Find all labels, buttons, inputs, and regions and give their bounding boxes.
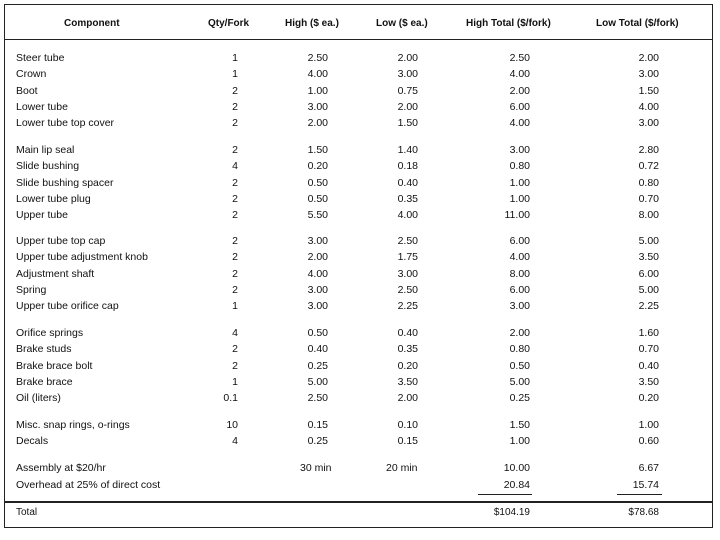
low-cell: 1.75: [397, 251, 418, 264]
high-cell: 0.15: [307, 419, 328, 431]
qty-cell: 2: [232, 267, 238, 280]
component-name: Upper tube orifice cap: [16, 300, 119, 313]
assembly-row: [0, 460, 720, 476]
high-cell: 1.50: [307, 144, 328, 156]
high-total-cell: 6.00: [509, 100, 530, 113]
low-total-cell: 3.50: [638, 375, 659, 388]
qty-cell: 2: [232, 84, 238, 97]
qty-cell: 4: [232, 327, 238, 339]
low-total-cell: 1.00: [638, 419, 659, 431]
low-cell: 0.75: [397, 84, 418, 97]
overhead-low-total: 15.74: [632, 479, 659, 491]
low-cell: 0.40: [397, 176, 418, 189]
qty-cell: 1: [232, 300, 238, 313]
low-cell: 2.50: [397, 283, 418, 296]
high-cell: 4.00: [307, 68, 328, 81]
overhead-label: Overhead at 25% of direct cost: [16, 479, 161, 491]
assembly-high-total: 10.00: [503, 462, 530, 474]
component-name: Main lip seal: [16, 144, 75, 156]
component-name: Lower tube top cover: [16, 117, 115, 130]
qty-cell: 2: [232, 176, 238, 189]
low-total-cell: 3.00: [638, 117, 659, 130]
low-cell: 1.40: [397, 144, 418, 156]
low-cell: 0.18: [397, 160, 418, 173]
header-low: Low ($ ea.): [376, 18, 428, 29]
component-name: Decals: [16, 435, 49, 448]
component-name: Steer tube: [16, 52, 65, 64]
table-row: [0, 191, 720, 207]
high-cell: 2.50: [307, 52, 328, 64]
table-row: [0, 83, 720, 99]
qty-cell: 2: [232, 117, 238, 130]
qty-cell: 2: [232, 100, 238, 113]
low-total-cell: 2.80: [638, 144, 659, 156]
total-high: $104.19: [493, 507, 530, 518]
high-total-cell: 0.25: [509, 392, 530, 405]
low-cell: 4.00: [397, 209, 418, 222]
high-cell: 0.50: [307, 327, 328, 339]
qty-cell: 10: [226, 419, 238, 431]
component-name: Adjustment shaft: [16, 267, 95, 280]
high-total-cell: 0.80: [509, 160, 530, 173]
low-cell: 3.50: [397, 375, 418, 388]
table-row: [0, 282, 720, 298]
high-total-cell: 2.00: [509, 84, 530, 97]
table-row: [0, 158, 720, 174]
component-name: Lower tube plug: [16, 192, 91, 205]
table-row: [0, 115, 720, 131]
low-cell: 2.50: [397, 235, 418, 247]
overhead-high-total: 20.84: [503, 479, 530, 491]
table-row: [0, 249, 720, 265]
table-row: [0, 266, 720, 282]
high-total-cell: 1.00: [509, 192, 530, 205]
high-total-cell: 5.00: [509, 375, 530, 388]
qty-cell: 2: [232, 192, 238, 205]
low-total-cell: 0.20: [638, 392, 659, 405]
low-cell: 0.35: [397, 192, 418, 205]
low-cell: 2.25: [397, 300, 418, 313]
component-name: Orifice springs: [16, 327, 84, 339]
assembly-low: 20 min: [386, 462, 418, 474]
low-total-cell: 1.50: [638, 84, 659, 97]
high-cell: 0.20: [307, 160, 328, 173]
high-cell: 0.50: [307, 176, 328, 189]
header-qty: Qty/Fork: [208, 18, 250, 29]
qty-cell: 1: [232, 375, 238, 388]
low-total-cell: 0.72: [638, 160, 659, 173]
table-row: [0, 417, 720, 433]
qty-cell: 2: [232, 251, 238, 264]
high-cell: 5.00: [307, 375, 328, 388]
high-total-cell: 6.00: [509, 235, 530, 247]
high-total-cell: 3.00: [509, 300, 530, 313]
high-cell: 0.50: [307, 192, 328, 205]
high-total-cell: 4.00: [509, 117, 530, 130]
component-name: Slide bushing: [16, 160, 80, 173]
low-total-cell: 8.00: [638, 209, 659, 222]
low-total-cell: 5.00: [638, 283, 659, 296]
component-name: Slide bushing spacer: [16, 176, 114, 189]
qty-cell: 2: [232, 359, 238, 372]
high-total-cell: 0.50: [509, 359, 530, 372]
total-row: [0, 505, 720, 521]
table-row: [0, 390, 720, 406]
table-row: [0, 175, 720, 191]
high-cell: 0.40: [307, 343, 328, 356]
low-total-cell: 1.60: [638, 327, 659, 339]
assembly-low-total: 6.67: [638, 462, 659, 474]
component-name: Lower tube: [16, 100, 68, 113]
total-low: $78.68: [628, 507, 659, 518]
high-total-cell: 2.00: [509, 327, 530, 339]
low-cell: 0.40: [397, 327, 418, 339]
high-cell: 3.00: [307, 100, 328, 113]
high-total-cell: 1.00: [509, 435, 530, 448]
table-row: [0, 433, 720, 449]
high-cell: 2.50: [307, 392, 328, 405]
assembly-label: Assembly at $20/hr: [16, 462, 106, 474]
high-total-cell: 0.80: [509, 343, 530, 356]
table-row: [0, 233, 720, 249]
high-total-cell: 8.00: [509, 267, 530, 280]
high-total-cell: 3.00: [509, 144, 530, 156]
table-row: [0, 50, 720, 66]
subtotal-underline-high: [478, 494, 532, 495]
table-row: [0, 325, 720, 341]
table-row: [0, 341, 720, 357]
component-name: Misc. snap rings, o-rings: [16, 419, 130, 431]
low-total-cell: 6.00: [638, 267, 659, 280]
low-total-cell: 0.40: [638, 359, 659, 372]
low-total-cell: 5.00: [638, 235, 659, 247]
low-cell: 1.50: [397, 117, 418, 130]
low-total-cell: 0.70: [638, 192, 659, 205]
header-high: High ($ ea.): [285, 18, 339, 29]
high-total-cell: 1.00: [509, 176, 530, 189]
high-cell: 1.00: [307, 84, 328, 97]
table-row: [0, 99, 720, 115]
high-cell: 5.50: [307, 209, 328, 222]
table-row: [0, 207, 720, 223]
component-name: Upper tube: [16, 209, 68, 222]
header-low-total: Low Total ($/fork): [596, 18, 679, 29]
low-cell: 2.00: [397, 100, 418, 113]
table-row: [0, 374, 720, 390]
low-total-cell: 2.25: [638, 300, 659, 313]
component-name: Upper tube top cap: [16, 235, 106, 247]
high-total-cell: 1.50: [509, 419, 530, 431]
qty-cell: 1: [232, 68, 238, 81]
table-row: [0, 142, 720, 158]
qty-cell: 0.1: [223, 392, 238, 405]
component-name: Brake brace: [16, 375, 73, 388]
high-cell: 3.00: [307, 235, 328, 247]
qty-cell: 2: [232, 209, 238, 222]
high-total-cell: 2.50: [509, 52, 530, 64]
low-cell: 0.20: [397, 359, 418, 372]
table-row: [0, 298, 720, 314]
high-total-cell: 4.00: [509, 68, 530, 81]
assembly-high: 30 min: [300, 462, 332, 474]
component-name: Upper tube adjustment knob: [16, 251, 148, 264]
qty-cell: 2: [232, 144, 238, 156]
low-cell: 3.00: [397, 68, 418, 81]
low-total-cell: 0.60: [638, 435, 659, 448]
overhead-row: [0, 477, 720, 493]
low-cell: 0.10: [397, 419, 418, 431]
high-total-cell: 4.00: [509, 251, 530, 264]
qty-cell: 4: [232, 160, 238, 173]
low-cell: 2.00: [397, 392, 418, 405]
high-cell: 3.00: [307, 300, 328, 313]
high-total-cell: 11.00: [504, 209, 530, 222]
component-name: Spring: [16, 283, 47, 296]
low-total-cell: 0.80: [638, 176, 659, 189]
high-cell: 2.00: [307, 251, 328, 264]
qty-cell: 1: [232, 52, 238, 64]
high-cell: 0.25: [307, 359, 328, 372]
high-cell: 0.25: [307, 435, 328, 448]
component-name: Crown: [16, 68, 47, 81]
qty-cell: 2: [232, 235, 238, 247]
low-total-cell: 3.00: [638, 68, 659, 81]
qty-cell: 2: [232, 283, 238, 296]
high-total-cell: 6.00: [509, 283, 530, 296]
total-label: Total: [16, 507, 38, 518]
qty-cell: 2: [232, 343, 238, 356]
low-total-cell: 4.00: [638, 100, 659, 113]
low-total-cell: 3.50: [638, 251, 659, 264]
low-cell: 0.35: [397, 343, 418, 356]
high-cell: 4.00: [307, 267, 328, 280]
low-total-cell: 0.70: [638, 343, 659, 356]
qty-cell: 4: [232, 435, 238, 448]
high-cell: 2.00: [307, 117, 328, 130]
low-cell: 2.00: [397, 52, 418, 64]
header-high-total: High Total ($/fork): [466, 18, 551, 29]
header-component: Component: [64, 18, 120, 29]
low-cell: 3.00: [397, 267, 418, 280]
subtotal-underline-low: [617, 494, 662, 495]
table-row: [0, 358, 720, 374]
component-name: Brake studs: [16, 343, 72, 356]
component-name: Brake brace bolt: [16, 359, 93, 372]
total-divider: [4, 501, 713, 503]
component-name: Oil (liters): [16, 392, 61, 405]
low-total-cell: 2.00: [638, 52, 659, 64]
low-cell: 0.15: [397, 435, 418, 448]
component-name: Boot: [16, 84, 38, 97]
high-cell: 3.00: [307, 283, 328, 296]
table-row: [0, 66, 720, 82]
